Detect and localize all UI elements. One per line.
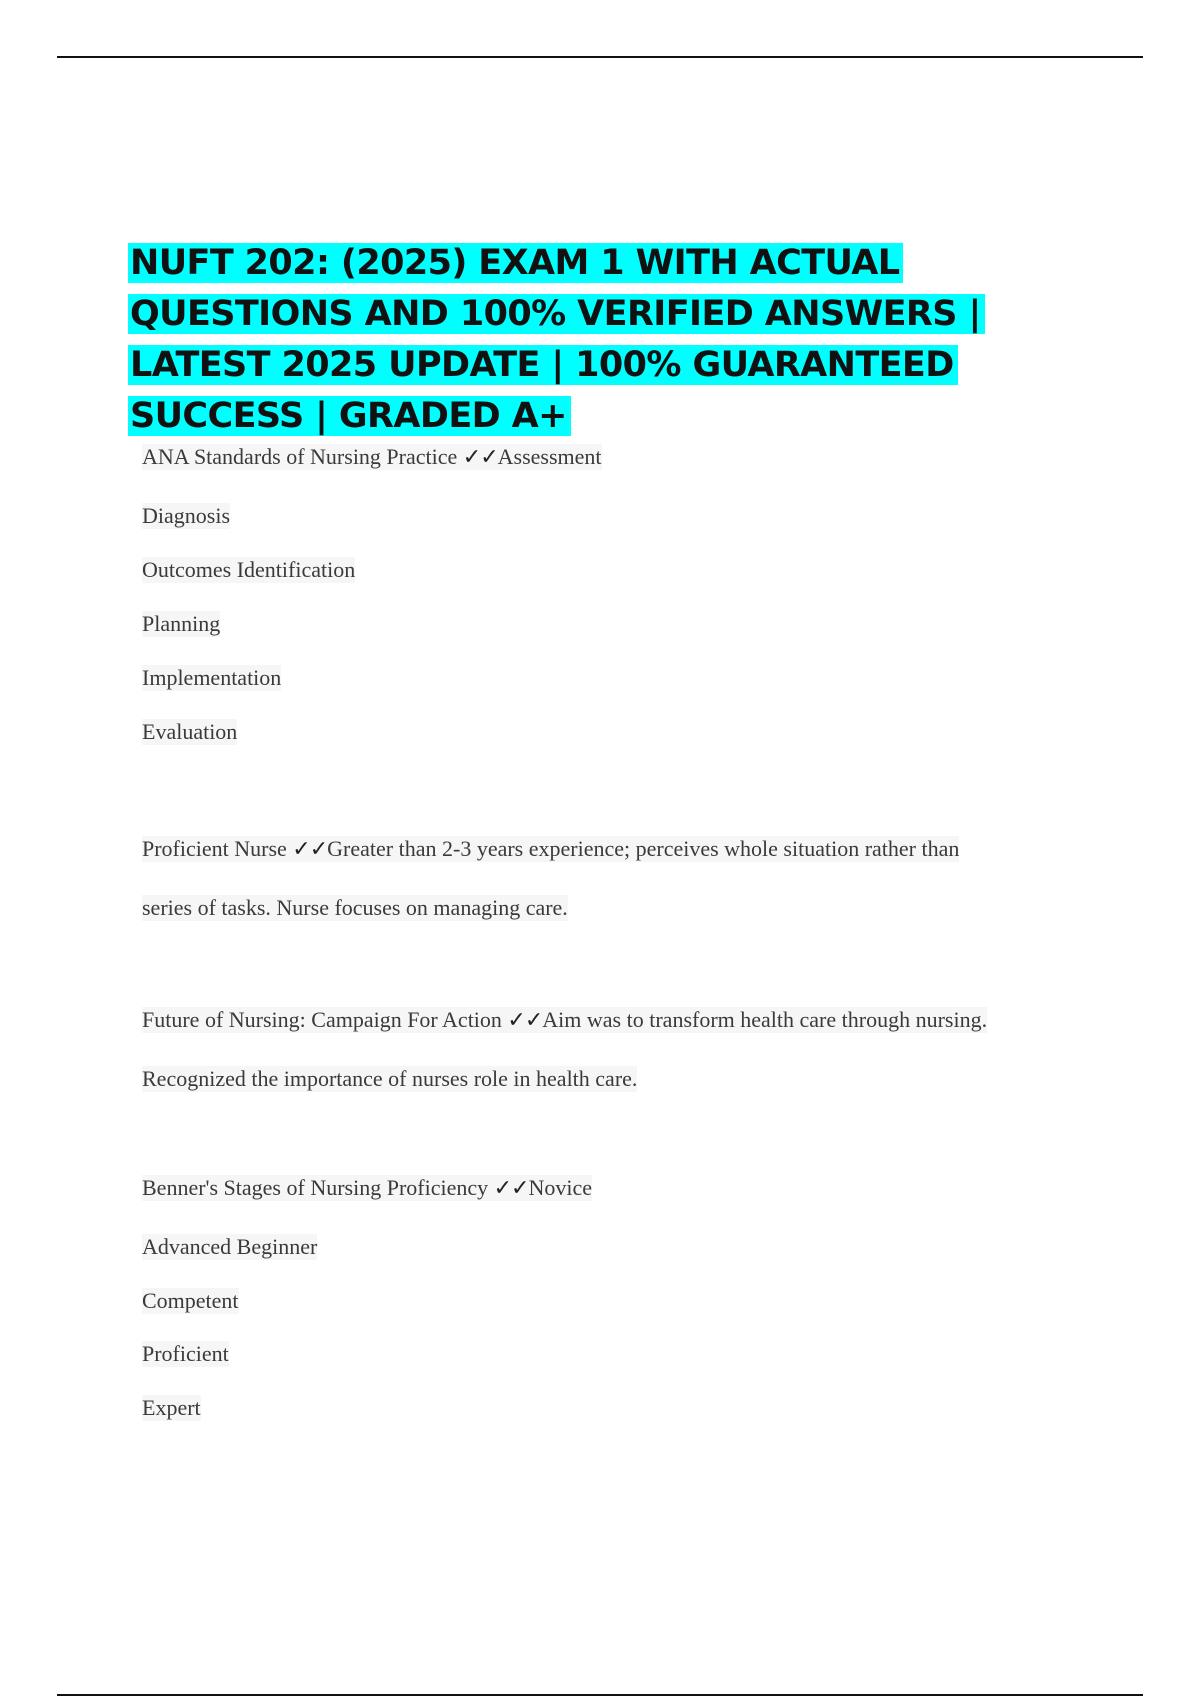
bottom-rule	[57, 1694, 1143, 1696]
answer-line: Evaluation	[142, 719, 238, 744]
top-rule	[57, 56, 1143, 58]
question-text: ANA Standards of Nursing Practice	[142, 444, 458, 469]
answer-line: Outcomes Identification	[142, 557, 356, 582]
answer-line: Competent	[142, 1288, 239, 1313]
question-text: Future of Nursing: Campaign For Action	[142, 1007, 502, 1032]
question-line	[142, 444, 602, 470]
question-text: Proficient Nurse	[142, 836, 287, 861]
answer-line: Planning	[142, 611, 221, 636]
answer-text: Greater than 2-3 years experience; perceives whole situation rather than	[327, 836, 960, 861]
answer-line: series of tasks. Nurse focuses on managing care.	[142, 895, 568, 920]
answer-text: Novice	[528, 1175, 593, 1200]
title-line: QUESTIONS AND 100% VERIFIED ANSWERS |	[128, 289, 1078, 340]
answer-line: Implementation	[142, 665, 282, 690]
answer-line: Recognized the importance of nurses role in health care.	[142, 1066, 638, 1091]
double-check-icon: ✓✓	[462, 444, 498, 469]
question-line	[142, 1175, 592, 1201]
answer-text: Aim was to transform health care through nursing.	[542, 1007, 988, 1032]
double-check-icon: ✓✓	[507, 1007, 543, 1032]
question-text: Benner's Stages of Nursing Proficiency	[142, 1175, 489, 1200]
answer-line: Diagnosis	[142, 503, 230, 528]
double-check-icon: ✓✓	[292, 836, 328, 861]
title-line: SUCCESS | GRADED A+	[128, 391, 1078, 442]
title-line: NUFT 202: (2025) EXAM 1 WITH ACTUAL	[128, 238, 1078, 289]
title-line: LATEST 2025 UPDATE | 100% GUARANTEED	[128, 340, 1078, 391]
answer-line: Advanced Beginner	[142, 1234, 318, 1259]
double-check-icon: ✓✓	[493, 1175, 529, 1200]
document-title	[128, 238, 1078, 442]
answer-line: Proficient	[142, 1341, 229, 1366]
answer-text: Assessment	[497, 444, 602, 469]
question-line	[142, 1007, 987, 1033]
answer-line: Expert	[142, 1395, 201, 1420]
question-line	[142, 836, 959, 862]
